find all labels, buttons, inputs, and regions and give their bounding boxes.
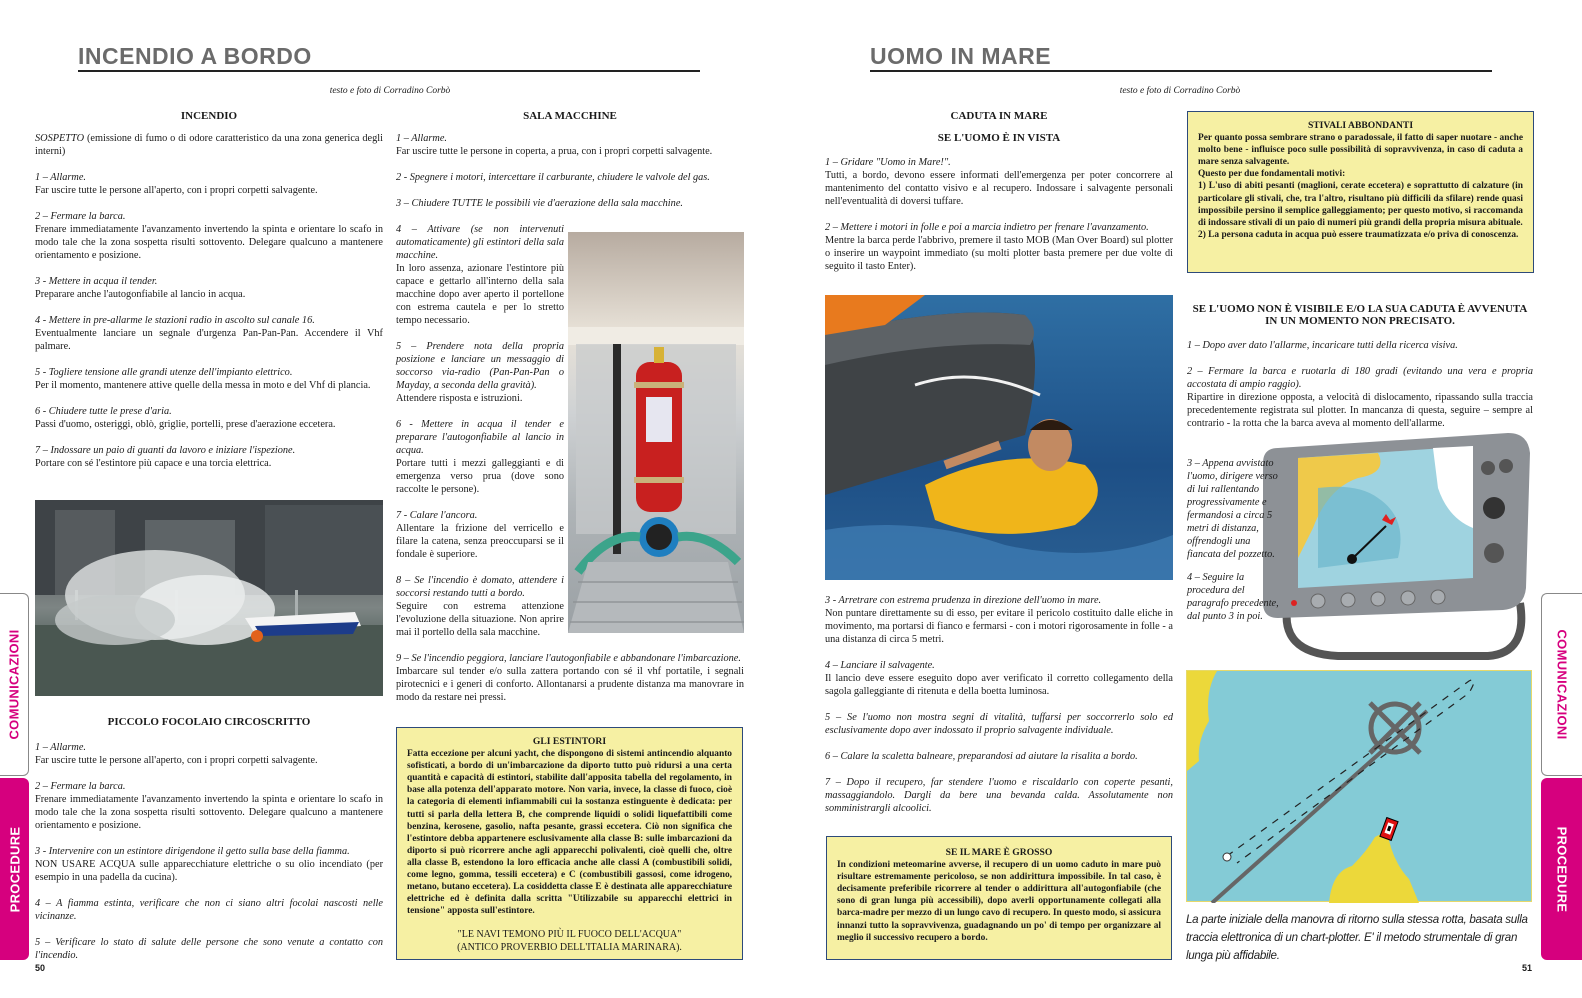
section-heading: SALA MACCHINE xyxy=(523,110,617,122)
step-heading: 3 - Arretrare con estrema prudenza in direzione dell'uomo in mare. xyxy=(825,595,1102,606)
step-item xyxy=(825,750,1173,763)
step-item xyxy=(35,897,383,923)
track-diagram-svg xyxy=(1187,671,1533,903)
sospetto-paragraph xyxy=(35,132,383,158)
step-heading: 2 – Mettere i motori in folle e poi a marcia indietro per frenare l'avanzamento. xyxy=(825,222,1149,233)
step-heading: 2 - Spegnere i motori, intercettare il carburante, chiudere le valvole del gas. xyxy=(396,172,710,183)
step-body: Far uscire tutte le persone all'aperto, con i propri corpetti salvagente. xyxy=(35,185,318,196)
step-item xyxy=(35,171,383,197)
side-tab-comunicazioni[interactable] xyxy=(1541,593,1582,776)
step-body: Frenare immediatamente l'avanzamento invertendo la spinta e orientare lo scafo in modo tale che la zona sospetta risulti sottovento. Delegare qualcuno a mantenere orientamento e posizione. xyxy=(35,224,383,261)
section-subheading: SE L'UOMO È IN VISTA xyxy=(937,132,1061,144)
diagram-caption: La parte iniziale della manovra di ritorno sulla stessa rotta, basata sulla traccia elettronica di un chart-plotter. E' il metodo strumentale di gran lunga più affidabile. xyxy=(1186,913,1528,962)
step-heading: 3 – Chiudere TUTTE le possibili vie d'aerazione della sala macchine. xyxy=(396,198,683,209)
chart-plotter-illustration xyxy=(1258,428,1538,668)
title-rule xyxy=(78,70,700,72)
step-item xyxy=(35,210,383,262)
infobox-title: SE IL MARE È GROSSO xyxy=(945,847,1053,858)
section-heading: SE L'UOMO NON È VISIBILE E/O LA SUA CADUTA È AVVENUTA IN UN MOMENTO NON PRECISATO. xyxy=(1192,303,1528,327)
step-item xyxy=(35,780,383,832)
estintori-infobox xyxy=(396,727,743,960)
step-heading: 6 - Chiudere tutte le prese d'aria. xyxy=(35,406,172,417)
left-page-title: INCENDIO A BORDO xyxy=(78,43,312,69)
boat-fire-photo xyxy=(35,500,383,696)
step-item xyxy=(396,197,744,210)
step-heading: 4 – A fiamma estinta, verificare che non ci siano altri focolai nascosti nelle vicinanze. xyxy=(35,898,383,922)
piccolo-focolaio-section xyxy=(35,716,383,962)
caduta-section-continued xyxy=(825,594,1173,828)
beacon-marker xyxy=(1380,818,1398,841)
man-overboard-photo xyxy=(825,295,1173,580)
engine-room-extinguisher-photo xyxy=(568,232,744,633)
step-heading: 7 – Dopo il recupero, far stendere l'uomo e riscaldarlo con coperte pesanti, massaggiandolo. Dargli da bere una bevanda calda. Assolutamente non somministrargli alcoolici. xyxy=(825,777,1173,814)
coastline-bottom xyxy=(1329,831,1419,903)
boat-fire-illustration xyxy=(35,500,383,696)
step-body: Portare tutti i mezzi galleggianti e di emergenza verso prua (dove sono raccolte le persone). xyxy=(396,458,564,495)
step-item xyxy=(1187,571,1283,623)
step-heading: 2 – Fermare la barca. xyxy=(35,781,126,792)
step-body: Seguire con estrema attenzione l'evoluzione della situazione. Non aprire mai il portello della sala macchine. xyxy=(396,601,564,638)
page-number: 51 xyxy=(1522,963,1533,973)
infobox-title: GLI ESTINTORI xyxy=(532,736,607,747)
sospetto-label: SOSPETTO xyxy=(35,133,85,144)
return-track-diagram xyxy=(1186,670,1532,902)
step-heading: 3 - Intervenire con un estintore dirigendone il getto sulla base della fiamma. xyxy=(35,846,350,857)
section-heading: CADUTA IN MARE xyxy=(950,110,1048,122)
step-heading: 7 – Indossare un paio di guanti da lavoro e iniziare l'ispezione. xyxy=(35,445,296,456)
infobox-title: STIVALI ABBONDANTI xyxy=(1307,120,1414,131)
side-tab-procedure[interactable] xyxy=(0,778,29,960)
step-heading: 5 – Se l'uomo non mostra segni di vitalità, tuffarsi per soccorrerlo solo ed esclusivamente dopo aver indossato il proprio salvagente individuale. xyxy=(825,712,1173,736)
side-tab-procedure[interactable] xyxy=(1541,778,1582,960)
tab-label: PROCEDURE xyxy=(7,826,23,912)
step-heading: 5 – Verificare lo stato di salute delle persone che sono venute a contatto con l'incendio. xyxy=(35,937,383,961)
step-heading: 7 - Calare l'ancora. xyxy=(396,510,478,521)
step-item xyxy=(396,652,744,704)
step-item xyxy=(1187,457,1283,561)
step-heading: 5 - Togliere tensione alle grandi utenze dell'impianto elettrico. xyxy=(35,367,293,378)
step-item xyxy=(825,221,1173,273)
infobox-point: 2) La persona caduta in acqua può essere traumatizzata e/o priva di conoscenza. xyxy=(1198,229,1519,240)
section-heading: PICCOLO FOCOLAIO CIRCOSCRITTO xyxy=(107,716,311,728)
sospetto-text: (emissione di fumo o di odore caratteristico da una zona generica degli interni) xyxy=(35,133,383,157)
step-heading: 1 – Gridare "Uomo in Mare!". xyxy=(825,157,951,168)
step-heading: 4 – Seguire la procedura del paragrafo precedente, dal punto 3 in poi. xyxy=(1187,572,1279,622)
step-item xyxy=(396,574,564,639)
infobox-lead: Questo per due fondamentali motivi: xyxy=(1198,169,1346,180)
extinguisher-illustration xyxy=(568,232,744,633)
step-item xyxy=(396,132,744,158)
byline: testo e foto di Corradino Corbò xyxy=(329,86,451,96)
step-item xyxy=(35,741,383,767)
step-body: In loro assenza, azionare l'estintore più capace e gettarlo all'interno della sala macchine dopo aver aperto il portellone con estrema cautela e per lo stretto tempo necessario. xyxy=(396,263,564,326)
step-item xyxy=(35,845,383,884)
incendio-section xyxy=(35,110,383,483)
infobox-point: 1) L'uso di abiti pesanti (maglioni, cerate eccetera) e soprattutto di calzature (in particolare gli stivali, che, tra l'altro, risultano più difficili da sfilare) rende quasi impossibile persino il semplice galleggiamento; per questo motivo, si raccomanda di indossare stivali di un paio di numeri più grandi della propria misura abituale. xyxy=(1198,181,1523,228)
step-item xyxy=(396,223,564,327)
step-item xyxy=(825,156,1173,208)
chart-plotter-photo xyxy=(1258,428,1538,668)
step-body: Eventualmente lanciare un segnale d'urgenza Pan-Pan-Pan. Accendere il Vhf palmare. xyxy=(35,328,383,352)
step-body: Per il momento, mantenere attive quelle della messa in moto e del Vhf di plancia. xyxy=(35,380,371,391)
step-item xyxy=(825,776,1173,815)
infobox-intro: Per quanto possa sembrare strano o paradossale, il fatto di saper nuotare - anche molto bene - influisce poco sulle possibilità di sopravvivenza, in caso di caduta a mare senza salvagente. xyxy=(1198,133,1523,168)
caduta-section xyxy=(825,110,1173,286)
step-body: Il lancio deve essere eseguito dopo aver verificato il corretto collegamento della sagola galleggiante di ritenuta e della boetta luminosa. xyxy=(825,673,1173,697)
step-heading: 6 - Mettere in acqua il tender e preparare l'autogonfiabile al lancio in acqua. xyxy=(396,419,564,456)
step-heading: 3 - Mettere in acqua il tender. xyxy=(35,276,158,287)
man-overboard-illustration xyxy=(825,295,1173,580)
step-item xyxy=(35,366,383,392)
step-heading: 4 – Lanciare il salvagente. xyxy=(825,660,935,671)
step-item xyxy=(825,659,1173,698)
step-item xyxy=(35,275,383,301)
proverb-quote: "LE NAVI TEMONO PIÙ IL FUOCO DELL'ACQUA" xyxy=(457,929,682,941)
proverb-source: (ANTICO PROVERBIO DELL'ITALIA MARINARA). xyxy=(457,941,682,953)
tab-label: COMUNICAZIONI xyxy=(1554,629,1570,740)
mare-grosso-infobox xyxy=(826,836,1172,960)
step-body: Far uscire tutte le persone all'aperto, con i propri corpetti salvagente. xyxy=(35,755,318,766)
infobox-body: In condizioni meteomarine avverse, il recupero di un uomo caduto in mare può risultare estremamente pericoloso, se non addirittura impossibile. In tal caso, è decisamente preferibile ricorrere al tender o addirittura all'autogonfiabile (che sono di gran lunga più accessibili), dopo averli opportunamente collegati alla barca-madre per mezzo di un lungo cavo di recupero. In questo modo, si assicura innanzi tutto la sopravvivenza, guadagnando un po' di tempo per organizzare al meglio il successivo recupero a bordo. xyxy=(837,860,1161,943)
step-heading: 3 – Appena avvistato l'uomo, dirigere verso di lui rallentando progressivamente e fermandosi a circa 5 metri di distanza, offrendogli una fiancata del pozzetto. xyxy=(1187,458,1278,560)
step-body: Portare con sé l'estintore più capace e una torcia elettrica. xyxy=(35,458,272,469)
step-heading: 9 – Se l'incendio peggiora, lanciare l'autogonfiabile e abbandonare l'imbarcazione. xyxy=(396,653,741,664)
step-body: Preparare anche l'autogonfiabile al lancio in acqua. xyxy=(35,289,246,300)
right-page-title: UOMO IN MARE xyxy=(870,43,1052,69)
section-heading: INCENDIO xyxy=(180,110,238,122)
step-item xyxy=(35,405,383,431)
step-body: Passi d'uomo, osteriggi, oblò, griglie, portelli, prese d'aerazione eccetera. xyxy=(35,419,336,430)
step-item xyxy=(35,444,383,470)
step-body: Frenare immediatamente l'avanzamento invertendo la spinta e orientare lo scafo in modo tale che la zona sospetta risulti sottovento. Delegare qualcuno a mantenere orientamento e posizione. xyxy=(35,794,383,831)
step-item xyxy=(825,711,1173,737)
step-heading: 4 - Mettere in pre-allarme le stazioni radio in ascolto sul canale 16. xyxy=(35,315,315,326)
step-body: NON USARE ACQUA sulle apparecchiature elettriche o su olio incendiato (per esempio in una padella da cucina). xyxy=(35,859,383,883)
step-item xyxy=(396,509,564,561)
step-body: Far uscire tutte le persone in coperta, a prua, con i propri corpetti salvagente. xyxy=(396,146,713,157)
tab-label: COMUNICAZIONI xyxy=(6,629,22,740)
step-heading: 2 – Fermare la barca e ruotarla di 180 gradi (evitando una vera e propria accostata di ampio raggio). xyxy=(1187,366,1533,390)
byline: testo e foto di Corradino Corbò xyxy=(1119,86,1241,96)
step-item xyxy=(1187,365,1533,430)
page-number: 50 xyxy=(35,963,46,973)
return-track-dashed xyxy=(1227,680,1474,863)
stivali-infobox xyxy=(1187,111,1534,273)
step-heading: 8 – Se l'incendio è domato, attendere i soccorsi restando tutti a bordo. xyxy=(396,575,564,599)
step-item xyxy=(35,936,383,962)
step-heading: 1 – Allarme. xyxy=(35,172,87,183)
step-heading: 4 – Attivare (se non intervenuti automaticamente) gli estintori della sala macchine. xyxy=(396,224,564,261)
step-item xyxy=(396,340,564,405)
non-visibile-section xyxy=(1187,303,1533,443)
infobox-body: Fatta eccezione per alcuni yacht, che dispongono di sistemi antincendio alquanto sofisticati, a bordo di un'imbarcazione da diporto tutto può ridursi a una certa quantità e capacità di estintori, stabilite dall'apposita tabella del regolamento, in base alla potenza dell'apparato motore. Non varia, invece, la classe di fuoco, cioè la categoria di elementi infiammabili cui la sostanza estinguente è dedicata: per tutti si parla della lettera B, che comprende liquidi o solidi liquefattibili come benzina, kerosene, gasolio, nafta pesante, grassi eccetera. Ciò non significa che l'estintore debba appartenere esclusivamente alla classe B: sulle imbarcazioni da diporto si può ricorrere anche agli apparecchi polivalenti, cioè quelli che, oltre alla classe B, estendono la loro efficacia anche alle classi A (combustibili solidi, come legno, gomma, tessili eccetera) e C (combustibili gassosi, come idrogeno, metano, butano eccetera). La cosiddetta classe E è destinata alle apparecchiature elettriche ed è definita dalla scritta "Utilizzabile su apparecchi elettrici in tensione" apposta sull'estintore. xyxy=(407,749,732,917)
step-body: Ripartire in direzione opposta, a velocità di dislocamento, ripassando sulla traccia precedentemente registrata sul plotter. In mancanza di questa, seguire – sempre al contrario - la rotta che la barca aveva al momento dell'allarme. xyxy=(1187,392,1533,429)
step-heading: 2 – Fermare la barca. xyxy=(35,211,126,222)
step-item xyxy=(825,594,1173,646)
step-heading: 1 – Allarme. xyxy=(35,742,87,753)
side-tab-comunicazioni[interactable] xyxy=(0,593,29,776)
step-item xyxy=(396,418,564,496)
step-body: Imbarcare sul tender e/o sulla zattera portando con sé il vhf portatile, i segnali pirotecnici e i generi di conforto. Allontanarsi a prudente distanza ma manovrare in modo da restare nei pressi. xyxy=(396,666,744,703)
step-heading: 6 – Calare la scaletta balneare, preparandosi ad aiutare la risalita a bordo. xyxy=(825,751,1138,762)
tab-label: PROCEDURE xyxy=(1554,826,1570,912)
step-body: Non puntare direttamente su di esso, per evitare il pericolo costituito dalle eliche in movimento, ma portarsi di fianco e fermarsi - con i motori rigorosamente in folle - a una distanza di circa 5 metri. xyxy=(825,608,1173,645)
step-heading: 1 – Allarme. xyxy=(396,133,448,144)
title-rule xyxy=(870,70,1492,72)
coastline-left xyxy=(1187,671,1217,771)
step-body: Allentare la frizione del verricello e filare la catena, senza preoccuparsi se il fondale è superiore. xyxy=(396,523,564,560)
track-start-point xyxy=(1223,853,1231,861)
step-item xyxy=(35,314,383,353)
step-heading: 1 – Dopo aver dato l'allarme, incaricare tutti della ricerca visiva. xyxy=(1187,340,1458,351)
step-body: Attendere risposta e istruzioni. xyxy=(396,393,523,404)
non-visibile-narrow-steps xyxy=(1187,457,1283,636)
step-item xyxy=(1187,339,1533,352)
step-body: Tutti, a bordo, devono essere informati dell'emergenza per poter concorrere al mantenimento del contatto visivo e al recupero. Indossare i salvagente personali nell'eventualità di doversi tuffare. xyxy=(825,170,1173,207)
step-heading: 5 – Prendere nota della propria posizione e lanciare un messaggio di soccorso via-radio (Pan-Pan-Pan o Mayday, a seconda della gravità). xyxy=(396,341,564,391)
step-item xyxy=(396,171,744,184)
step-body: Mentre la barca perde l'abbrivo, premere il tasto MOB (Man Over Board) sul plotter o inserire un waypoint immediato (su molti plotter basta premere per due volte di seguito il tasto Enter). xyxy=(825,235,1173,272)
